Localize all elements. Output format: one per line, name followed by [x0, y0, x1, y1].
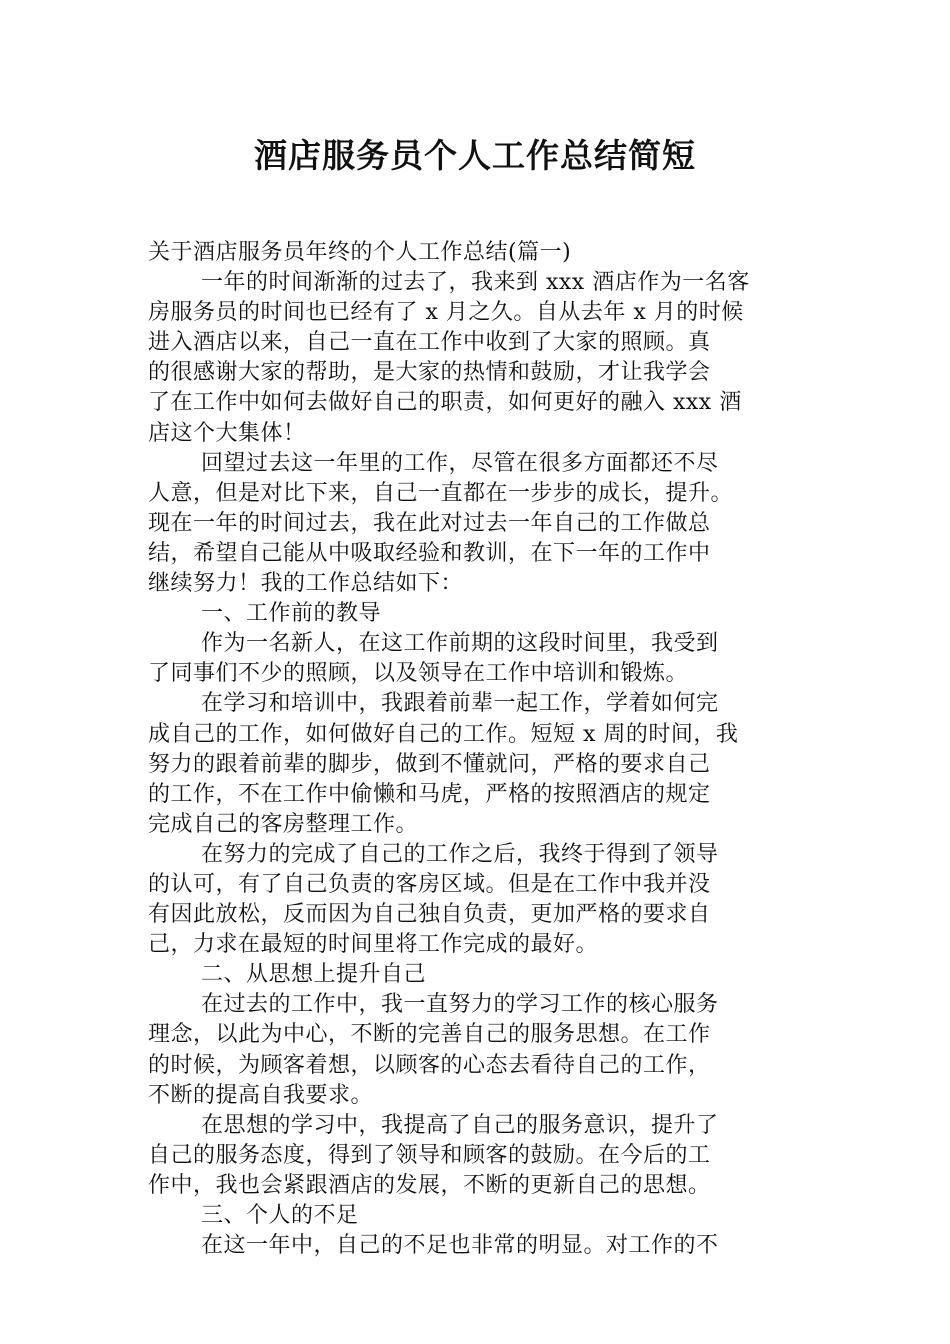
text-line: 二、从思想上提升自己 [201, 962, 427, 988]
text-line: 一年的时间渐渐的过去了，我来到 xxx 酒店作为一名客 [201, 270, 750, 296]
text-line: 理念，以此为中心，不断的完善自己的服务思想。在工作 [148, 1022, 711, 1048]
text-line: 不断的提高自我要求。 [148, 1082, 374, 1108]
text-line: 作中，我也会紧跟酒店的发展，不断的更新自己的思想。 [148, 1172, 711, 1198]
document-title: 酒店服务员个人工作总结简短 [254, 136, 696, 175]
text-line: 一、工作前的教导 [201, 601, 382, 627]
text-line: 完成自己的客房整理工作。 [148, 811, 419, 837]
text-line: 在思想的学习中，我提高了自己的服务意识，提升了 [201, 1112, 719, 1138]
text-line: 店这个大集体！ [148, 420, 306, 446]
text-line: 继续努力！我的工作总结如下： [148, 571, 464, 597]
text-line: 有因此放松，反而因为自己独自负责，更加严格的要求自 [148, 902, 711, 928]
text-line: 的很感谢大家的帮助，是大家的热情和鼓励，才让我学会 [148, 360, 711, 386]
text-line: 进入酒店以来，自己一直在工作中收到了大家的照顾。真 [148, 330, 711, 356]
text-line: 人意，但是对比下来，自己一直都在一步步的成长，提升。 [148, 480, 734, 506]
text-line: 了同事们不少的照顾，以及领导在工作中培训和锻炼。 [148, 661, 689, 687]
text-line: 己，力求在最短的时间里将工作完成的最好。 [148, 932, 599, 958]
document-body [148, 238, 808, 1261]
text-line: 回望过去这一年里的工作，尽管在很多方面都还不尽 [201, 450, 719, 476]
text-line: 结，希望自己能从中吸取经验和教训，在下一年的工作中 [148, 540, 711, 566]
text-line: 的时候，为顾客着想，以顾客的心态去看待自己的工作， [148, 1052, 711, 1078]
text-line: 的认可，有了自己负责的客房区域。但是在工作中我并没 [148, 871, 711, 897]
text-line: 作为一名新人，在这工作前期的这段时间里，我受到 [201, 631, 719, 657]
text-line: 现在一年的时间过去，我在此对过去一年自己的工作做总 [148, 510, 711, 536]
text-line: 在努力的完成了自己的工作之后，我终于得到了领导 [201, 841, 719, 867]
text-line: 努力的跟着前辈的脚步，做到不懂就问，严格的要求自己 [148, 751, 711, 777]
text-line: 三、个人的不足 [201, 1203, 359, 1228]
text-line: 在学习和培训中，我跟着前辈一起工作，学着如何完 [201, 691, 719, 717]
text-line: 关于酒店服务员年终的个人工作总结(篇一) [148, 240, 572, 265]
text-line: 自己的服务态度，得到了领导和顾客的鼓励。在今后的工 [148, 1142, 711, 1168]
text-line: 的工作，不在工作中偷懒和马虎，严格的按照酒店的规定 [148, 781, 711, 807]
text-line: 在过去的工作中，我一直努力的学习工作的核心服务 [201, 992, 719, 1018]
text-line: 在这一年中，自己的不足也非常的明显。对工作的不 [201, 1233, 719, 1259]
text-line: 了在工作中如何去做好自己的职责，如何更好的融入 xxx 酒 [148, 390, 742, 416]
text-line: 成自己的工作，如何做好自己的工作。短短 x 周的时间，我 [148, 721, 739, 747]
text-line: 房服务员的时间也已经有了 x 月之久。自从去年 x 月的时候 [148, 300, 744, 326]
